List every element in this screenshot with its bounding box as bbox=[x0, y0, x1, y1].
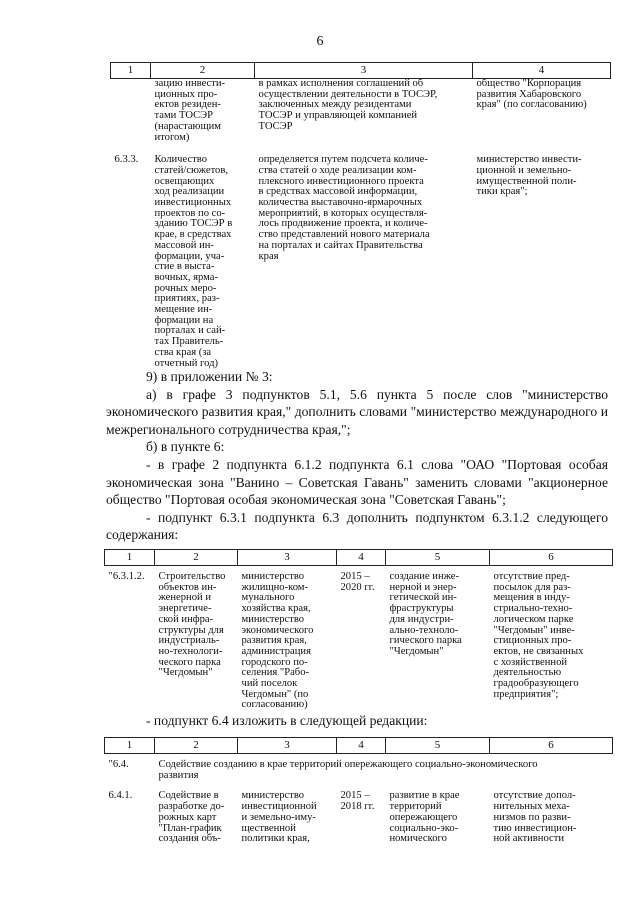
header-cell: 3 bbox=[255, 63, 473, 79]
indicator-name: Количество статей/сюжетов, освещающих ход реализации инвестиционных проектов по со- зданию ТОСЭР в крае, в средствах массовой ин- формации, уча- стие в выста- вочных, ярма- рочных меро- приятиях, раз- мещение ин- формации на порталах и сай- тах Правитель- ства края (за отчетный год) bbox=[154, 154, 233, 369]
executors: министерство инвестиционной и земельно-иму- щественной политики края, bbox=[241, 790, 317, 845]
measure-name: Содействие в разработке до- рожных карт "План-график создания объ- bbox=[158, 790, 225, 845]
header-cell: 5 bbox=[386, 738, 490, 754]
expected-result: создание инже- нерной и энер- гетической ин- фраструктуры для индустри- ально-техноло- гического парка "Чегдомын" bbox=[389, 571, 462, 657]
page-number: 6 bbox=[316, 34, 324, 49]
table-1 bbox=[110, 62, 611, 369]
header-cell: 1 bbox=[111, 63, 151, 79]
body-text-2 bbox=[106, 712, 608, 730]
table-2-header bbox=[105, 550, 613, 566]
paragraph: - подпункт 6.4 изложить в следующей редакции: bbox=[146, 713, 428, 728]
expected-result: развитие в крае территорий опережающего социально-эко- номического bbox=[389, 790, 460, 845]
row-number bbox=[111, 79, 151, 144]
header-cell: 1 bbox=[105, 550, 155, 566]
calculation-method: определяется путем подсчета количе- ства статей о ходе реализации ком- плексного инвестиционного проекта в средствах массовой информации, количества выставочно-ярмарочных мероприятий, в которых осуществля- лось продвижение проекта, и количе- ство представлений нового материала на порталах и сайтах Правительства края bbox=[258, 154, 430, 262]
term: 2015 – 2020 гг. bbox=[340, 571, 375, 593]
risk: отсутствие пред- посылок для раз- мещения в инду- стриально-техно- логическом парке "Чегдомын" инве- стиционных про- ектов, не связанных с хозяйственной деятельностью градообразующего предприятия"; bbox=[493, 571, 584, 700]
header-cell: 4 bbox=[473, 63, 611, 79]
paragraph: - подпункт 6.3.1 подпункта 6.3 дополнить подпунктом 6.3.1.2 следующего содержания: bbox=[106, 509, 608, 543]
responsible-body: министерство инвести- ционной и земельно- имущественной поли- тики края"; bbox=[476, 154, 582, 198]
row-number: "6.3.1.2. bbox=[108, 571, 145, 582]
header-cell: 3 bbox=[238, 738, 337, 754]
section-title: Содействие созданию в крае территорий опережающего социально-экономического развития bbox=[158, 759, 538, 781]
risk: отсутствие допол- нительных меха- низмов по разви- тию инвестицион- ной активности bbox=[493, 790, 577, 845]
header-cell: 5 bbox=[386, 550, 490, 566]
header-cell: 2 bbox=[155, 738, 238, 754]
calculation-method: в рамках исполнения соглашений об осуществлении деятельности в ТОСЭР, заключенных между резидентами ТОСЭР и управляющей компанией ТОСЭР bbox=[258, 78, 438, 132]
paragraph: а) в графе 3 подпунктов 5.1, 5.6 пункта 5 после слов "министерство экономического развития края," дополнить словами "министерство международного и межрегионального сотрудничества края,"; bbox=[106, 386, 608, 437]
table-1-header bbox=[111, 63, 611, 79]
paragraph: 9) в приложении № 3: bbox=[146, 369, 273, 384]
table-row bbox=[105, 566, 613, 712]
term: 2015 – 2018 гг. bbox=[340, 790, 375, 813]
header-cell: 6 bbox=[490, 738, 613, 754]
paragraph: - в графе 2 подпункта 6.1.2 подпункта 6.1 слова "ОАО "Портовая особая экономическая зона "Ванино – Советская Гавань" заменить словами "акционерное общество "Портовая особая экономическая зона "Советская Гавань"; bbox=[106, 456, 608, 508]
header-cell: 3 bbox=[238, 550, 337, 566]
header-cell: 1 bbox=[105, 738, 155, 754]
row-number: 6.4.1. bbox=[108, 790, 133, 802]
indicator-name: зацию инвести- ционных про- ектов резиден- тами ТОСЭР (нарастающим итогом) bbox=[154, 78, 226, 143]
row-number: 6.3.3. bbox=[114, 154, 139, 166]
table-2 bbox=[104, 549, 613, 711]
table-3 bbox=[104, 737, 613, 845]
table-3-header bbox=[105, 738, 613, 754]
section-row bbox=[105, 754, 613, 782]
header-cell: 2 bbox=[151, 63, 255, 79]
responsible-body: общество "Корпорация развития Хабаровского края" (по согласованию) bbox=[476, 78, 587, 111]
header-cell: 6 bbox=[490, 550, 613, 566]
header-cell: 2 bbox=[155, 550, 238, 566]
section-number: "6.4. bbox=[108, 759, 129, 770]
table-row bbox=[111, 79, 611, 144]
paragraph: б) в пункте 6: bbox=[146, 439, 225, 455]
header-cell: 4 bbox=[337, 550, 386, 566]
executors: министерство жилищно-ком- мунального хозяйства края, министерство экономического развития края, администрация городского по- селения "Рабо- чий поселок Чегдомын" (по согласованию) bbox=[241, 571, 314, 711]
body-text bbox=[106, 368, 608, 544]
table-row bbox=[111, 143, 611, 369]
table-row bbox=[105, 781, 613, 845]
header-cell: 4 bbox=[337, 738, 386, 754]
measure-name: Строительство объектов ин- женерной и энергетиче- ской инфра- структуры для индустриаль- но-технологи- ческого парка "Чегдомын" bbox=[158, 571, 226, 679]
